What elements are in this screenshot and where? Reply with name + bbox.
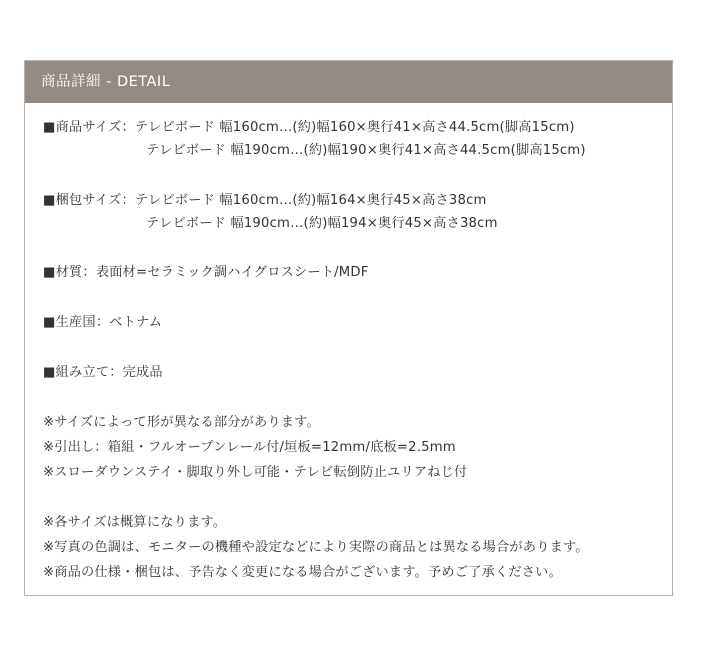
assembly-line: ■組み立て：完成品 <box>43 365 163 380</box>
product-size-line-1: ■商品サイズ：テレビボード 幅160cm…(約)幅160×奥行41×高さ44.5cm(脚高15cm) <box>43 120 575 135</box>
note-drawer: ※引出し：箱組・フルオープンレール付/垣板=12mm/底板=2.5mm <box>43 440 456 455</box>
package-size-line-1: ■梱包サイズ：テレビボード 幅160cm…(約)幅164×奥行45×高さ38cm <box>43 193 487 208</box>
package-size-line-2: テレビボード 幅190cm…(約)幅194×奥行45×高さ38cm <box>146 216 498 231</box>
note-approximate: ※各サイズは概算になります。 <box>43 515 227 530</box>
origin-line: ■生産国：ベトナム <box>43 315 163 330</box>
panel-title: 商品詳細 - DETAIL <box>25 61 672 103</box>
note-size-shape: ※サイズによって形が異なる部分があります。 <box>43 415 320 430</box>
detail-panel <box>24 60 673 596</box>
material-line: ■材質：表面材=セラミック調ハイグロスシート/MDF <box>43 265 369 280</box>
note-slowdown-stay: ※スローダウンステイ・脚取り外し可能・テレビ転倒防止ユリアねじ付 <box>43 465 468 480</box>
note-photo-color: ※写真の色調は、モニターの機種や設定などにより実際の商品とは異なる場合があります。 <box>43 540 589 555</box>
product-size-line-2: テレビボード 幅190cm…(約)幅190×奥行41×高さ44.5cm(脚高15cm) <box>146 143 586 158</box>
note-spec-change: ※商品の仕様・梱包は、予告なく変更になる場合がございます。予めご了承ください。 <box>43 565 562 580</box>
